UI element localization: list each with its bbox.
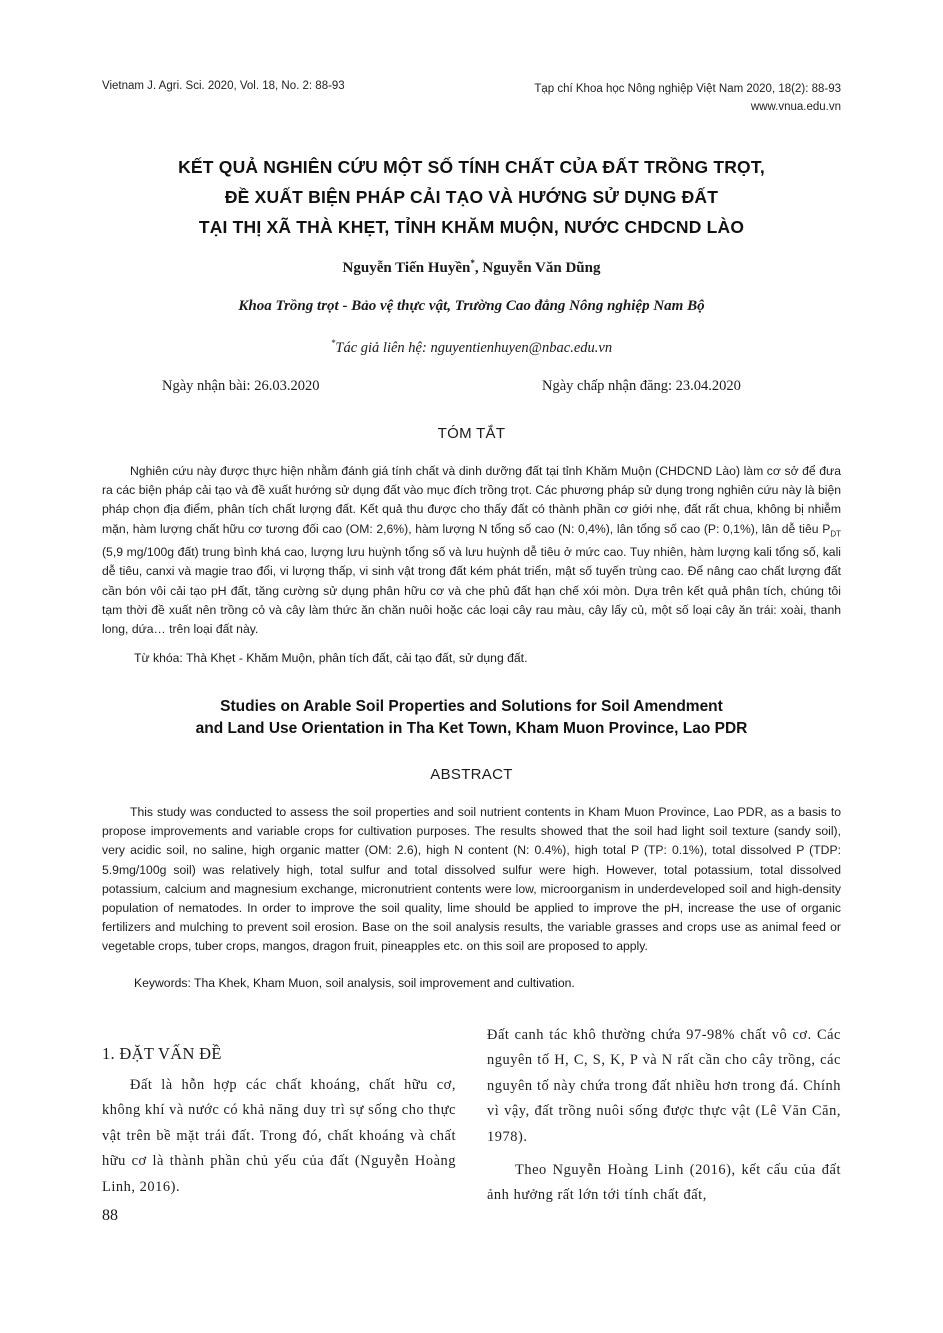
title-vn-line: ĐỀ XUẤT BIỆN PHÁP CẢI TẠO VÀ HƯỚNG SỬ DỤNG ĐẤT xyxy=(224,187,719,207)
summary-body xyxy=(102,462,841,639)
date-received: Ngày nhận bài: 26.03.2020 xyxy=(162,378,320,394)
date-accepted: Ngày chấp nhận đăng: 23.04.2020 xyxy=(542,378,741,394)
title-en-line: and Land Use Orientation in Tha Ket Town, Kham Muon Province, Lao PDR xyxy=(195,720,748,737)
body-paragraph: Đất canh tác khô thường chứa 97-98% chất vô cơ. Các nguyên tố H, C, S, K, P và N rất cần cho cây trồng, các nguyên tố này chứa trong đất nhiều hơn trong đá. Chính vì vậy, đất trồng nuôi sống được thực vật (Lê Văn Căn, 1978). xyxy=(487,1027,841,1145)
corresponding-mark: * xyxy=(470,258,475,268)
summary-text-rest: (5,9 mg/100g đất) trung bình khá cao, lượng lưu huỳnh tổng số và lưu huỳnh dễ tiêu ở mức cao. Tuy nhiên, hàm lượng kali tổng số, kali dễ tiêu, canxi và magie trao đổi, vi lượng thấp, vi sinh vật trong đất kém phát triển, mật số tuyến trùng cao. Để nâng cao chất lượng đất cần bón vôi cải tạo pH đất, tăng cường sử dụng phân hữu cơ và che phủ đất hạn chế xói mòn. Dựa trên kết quả phân tích, chúng tôi tạm thời đề xuất nên trồng cỏ và cây làm thức ăn chăn nuôi hoặc các loại cây rau màu, cây lấy củ, một số loại cây ăn trái: xoài, thanh long, dứa… trên loại đất này. xyxy=(102,545,841,637)
left-column xyxy=(102,1073,456,1200)
article-title-en xyxy=(0,696,943,740)
title-vn-line: TẠI THỊ XÃ THÀ KHẸT, TỈNH KHĂM MUỘN, NƯỚC CHDCND LÀO xyxy=(198,217,745,237)
title-vn-line: KẾT QUẢ NGHIÊN CỨU MỘT SỐ TÍNH CHẤT CỦA ĐẤT TRỒNG TRỌT, xyxy=(178,157,765,177)
keywords-en: Keywords: Tha Khek, Kham Muon, soil analysis, soil improvement and cultivation. xyxy=(134,976,575,990)
journal-website[interactable]: www.vnua.edu.vn xyxy=(750,101,841,113)
article-title-vn xyxy=(0,152,943,242)
abstract-paragraph: This study was conducted to assess the soil properties and soil nutrient contents in Kham Muon Province, Lao PDR, as a basis to propose improvements and variable crops for cultivation purposes. The results showed that the soil had light soil texture (sandy soil), very acidic soil, no saline, high organic matter (OM: 2.6), high N content (N: 0.4%), high total P (TP: 0.1%), total dissolved P (TDP: 5.9mg/100g soil) was relatively high, total sulfur and total dissolved sulfur were high. However, total potassium, total dissolved potassium, calcium and magnesium exchange, micronutrient contents were low, microorganism in underdeveloped soil and high-density population of nematodes. In order to improve the soil quality, lime should be applied to improve the pH, increase the use of organic fertilizers and mulching to prevent soil erosion. Base on the soil analysis results, the variable grasses and crops use as animal feed or vegetable crops, tuber crops, mangos, dragon fruit, pineapples etc. on this soil are proposed to apply. xyxy=(102,805,841,954)
journal-citation-vn xyxy=(534,80,841,116)
affiliation: Khoa Trồng trọt - Bảo vệ thực vật, Trường Cao đẳng Nông nghiệp Nam Bộ xyxy=(238,298,705,314)
body-paragraph: Theo Nguyễn Hoàng Linh (2016), kết cấu của đất ảnh hưởng rất lớn tới tính chất đất, xyxy=(487,1162,841,1204)
keywords-vn: Từ khóa: Thà Khẹt - Khăm Muộn, phân tích đất, cải tạo đất, sử dụng đất. xyxy=(134,651,528,665)
journal-citation-en: Vietnam J. Agri. Sci. 2020, Vol. 18, No. 2: 88-93 xyxy=(102,80,345,92)
corresponding-mark: * xyxy=(330,338,336,348)
summary-paragraph xyxy=(102,462,841,639)
abstract-body xyxy=(102,803,841,957)
author-1: Nguyễn Tiến Huyền xyxy=(342,260,471,276)
summary-subscript: DT xyxy=(830,529,841,539)
right-column xyxy=(487,1023,841,1209)
journal-citation-vn-line: Tạp chí Khoa học Nông nghiệp Việt Nam 2020, 18(2): 88-93 xyxy=(534,83,841,95)
summary-text: Nghiên cứu này được thực hiện nhằm đánh giá tính chất và dinh dưỡng đất tại tỉnh Khăm Muộn (CHDCND Lào) làm cơ sở để đưa ra các biện pháp cải tạo và đề xuất hướng sử dụng đất vào mục đích trồng trọt. Các phương pháp sử dụng trong nghiên cứu này là biện pháp chọn địa điểm, phân tích chất lượng đất. Kết quả thu được cho thấy đất có thành phần cơ giới nhẹ, đất rất chua, không bị nhiễm mặn, hàm lượng chất hữu cơ tương đối cao (OM: 2,6%), hàm lượng N tổng số cao (N: 0,4%), lân tổng số cao (P: 0,1%), lân dễ tiêu P xyxy=(102,464,841,536)
corresponding-author xyxy=(0,338,943,357)
abstract-heading: ABSTRACT xyxy=(430,766,513,783)
corresponding-email: Tác giả liên hệ: nguyentienhuyen@nbac.edu.vn xyxy=(335,339,613,356)
author-separator: , xyxy=(474,260,483,276)
page-number: 88 xyxy=(102,1207,118,1224)
authors xyxy=(0,258,943,277)
section-heading: 1. ĐẶT VẤN ĐỀ xyxy=(102,1044,222,1063)
summary-heading: TÓM TẮT xyxy=(437,425,506,442)
body-paragraph: Đất là hỗn hợp các chất khoáng, chất hữu cơ, không khí và nước có khả năng duy trì sự sống cho thực vật trên bề mặt trái đất. Trong đó, chất khoáng và chất hữu cơ là thành phần chủ yếu của đất (Nguyễn Hoàng Linh, 2016). xyxy=(102,1077,456,1195)
title-en-line: Studies on Arable Soil Properties and Solutions for Soil Amendment xyxy=(220,698,723,715)
author-2: Nguyễn Văn Dũng xyxy=(482,260,601,276)
